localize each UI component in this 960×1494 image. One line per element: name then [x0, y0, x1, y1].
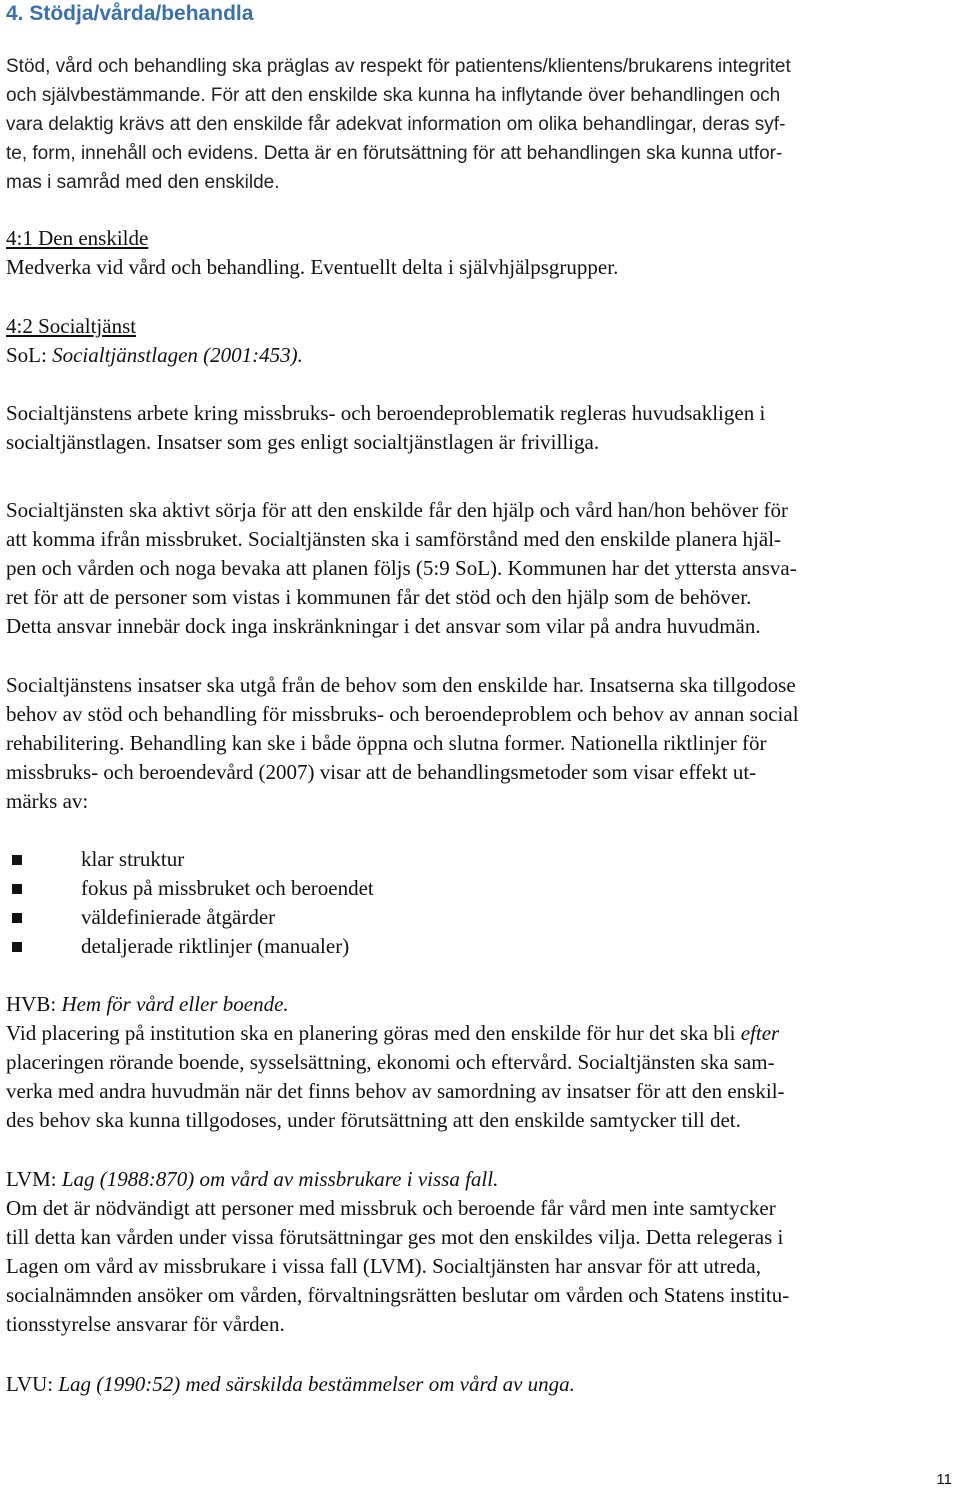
list-item: väldefinierade åtgärder [0, 903, 940, 932]
square-bullet-icon [12, 942, 22, 952]
paragraph-responsibility [6, 496, 956, 641]
chapter-heading: 4. Stödja/vårda/behandla [6, 2, 254, 25]
square-bullet-icon [12, 913, 22, 923]
sol-prefix: SoL: [6, 343, 53, 367]
lvu-title-line [6, 1370, 956, 1399]
lvu-title: Lag (1990:52) med särskilda bestämmelser om vård av unga. [58, 1372, 575, 1396]
lvm-label: LVM: [6, 1167, 62, 1191]
hvb-line: verka med andra huvudmän när det finns behov av samordning av insatser för att den enskil- [6, 1079, 785, 1103]
paragraph-line: missbruks- och beroendevård (2007) visar att de behandlingsmetoder som visar effekt ut- [6, 760, 757, 784]
sol-law-title: Socialtjänstlagen (2001:453). [52, 343, 303, 367]
lvm-line: tionsstyrelse ansvarar för vården. [6, 1312, 285, 1336]
list-item: detaljerade riktlinjer (manualer) [0, 932, 940, 961]
hvb-title: Hem för vård eller boende. [61, 992, 289, 1016]
intro-line: mas i samråd med den enskilde. [6, 172, 280, 193]
hvb-emphasis: efter [740, 1021, 780, 1045]
intro-paragraph [6, 52, 951, 197]
square-bullet-icon [12, 884, 22, 894]
lvm-line: Lagen om vård av missbrukare i vissa fall (LVM). Socialtjänsten har ansvar för att utreda, [6, 1254, 761, 1278]
paragraph-line: Socialtjänstens insatser ska utgå från de behov som den enskilde har. Insatserna ska tillgodose [6, 673, 796, 697]
lvu-label: LVU: [6, 1372, 59, 1396]
section-lvu [6, 1370, 956, 1399]
hvb-line: des behov ska kunna tillgodoses, under förutsättning att den enskilde samtycker till det. [6, 1108, 741, 1132]
paragraph-regulation [6, 399, 956, 457]
paragraph-line: Socialtjänsten ska aktivt sörja för att den enskilde får den hjälp och vård han/hon behöver för [6, 498, 789, 522]
lvm-title: Lag (1988:870) om vård av missbrukare i vissa fall. [61, 1167, 499, 1191]
section-lvm [6, 1165, 956, 1339]
list-item: fokus på missbruket och beroendet [0, 874, 940, 903]
section-4-1 [6, 224, 956, 282]
paragraph-line: ret för att de personer som vistas i kommunen får det stöd och den hjälp som de behöver. [6, 585, 752, 609]
paragraph-line: socialtjänstlagen. Insatser som ges enligt socialtjänstlagen är frivilliga. [6, 430, 600, 454]
section-4-1-text: Medverka vid vård och behandling. Eventuellt delta i självhjälpsgrupper. [6, 255, 619, 279]
paragraph-line: pen och vården och noga bevaka att planen följs (5:9 SoL). Kommunen har det yttersta ansva- [6, 556, 797, 580]
intro-line: vara delaktig krävs att den enskilde får adekvat information om olika behandlingar, deras syf- [6, 114, 786, 135]
intro-line: te, form, innehåll och evidens. Detta är en förutsättning för att behandlingen ska kunna utfor- [6, 143, 783, 164]
lvm-title-line [6, 1165, 956, 1194]
hvb-title-line [6, 990, 956, 1019]
paragraph-line: Detta ansvar innebär dock inga inskränkningar i det ansvar som vilar på andra huvudmän. [6, 614, 761, 638]
paragraph-line: behov av stöd och behandling för missbruks- och beroendeproblem och behov av annan social [6, 702, 799, 726]
hvb-label: HVB: [6, 992, 62, 1016]
section-4-2 [6, 312, 956, 370]
hvb-line: placeringen rörande boende, sysselsättning, ekonomi och eftervård. Socialtjänsten ska sam- [6, 1050, 775, 1074]
hvb-line: Vid placering på institution ska en planering göras med den enskilde för hur det ska bli efter [6, 1021, 780, 1045]
lvm-line: socialnämnden ansöker om vården, förvaltningsrätten beslutar om vården och Statens institu- [6, 1283, 790, 1307]
section-hvb [6, 990, 956, 1135]
page-number: 11 [936, 1471, 952, 1488]
lvm-line: Om det är nödvändigt att personer med missbruk och beroende får vård men inte samtycker [6, 1196, 776, 1220]
section-4-1-title: 4:1 Den enskilde [6, 226, 149, 250]
paragraph-line: Socialtjänstens arbete kring missbruks- och beroendeproblematik regleras huvudsakligen i [6, 401, 766, 425]
paragraph-efforts [6, 671, 956, 816]
paragraph-line: märks av: [6, 789, 89, 813]
methods-list [0, 845, 940, 961]
intro-line: Stöd, vård och behandling ska präglas av respekt för patientens/klientens/brukarens integritet [6, 56, 791, 77]
paragraph-line: att komma ifrån missbruket. Socialtjänsten ska i samförstånd med den enskilde planera hjäl- [6, 527, 782, 551]
square-bullet-icon [12, 855, 22, 865]
paragraph-line: rehabilitering. Behandling kan ske i både öppna och slutna former. Nationella riktlinjer för [6, 731, 767, 755]
list-item: klar struktur [0, 845, 940, 874]
sol-line [6, 341, 956, 370]
section-4-2-title: 4:2 Socialtjänst [6, 314, 137, 338]
intro-line: och självbestämmande. För att den enskilde ska kunna ha inflytande över behandlingen och [6, 85, 781, 106]
lvm-line: till detta kan vården under vissa förutsättningar ges mot den enskildes vilja. Detta relegeras i [6, 1225, 784, 1249]
